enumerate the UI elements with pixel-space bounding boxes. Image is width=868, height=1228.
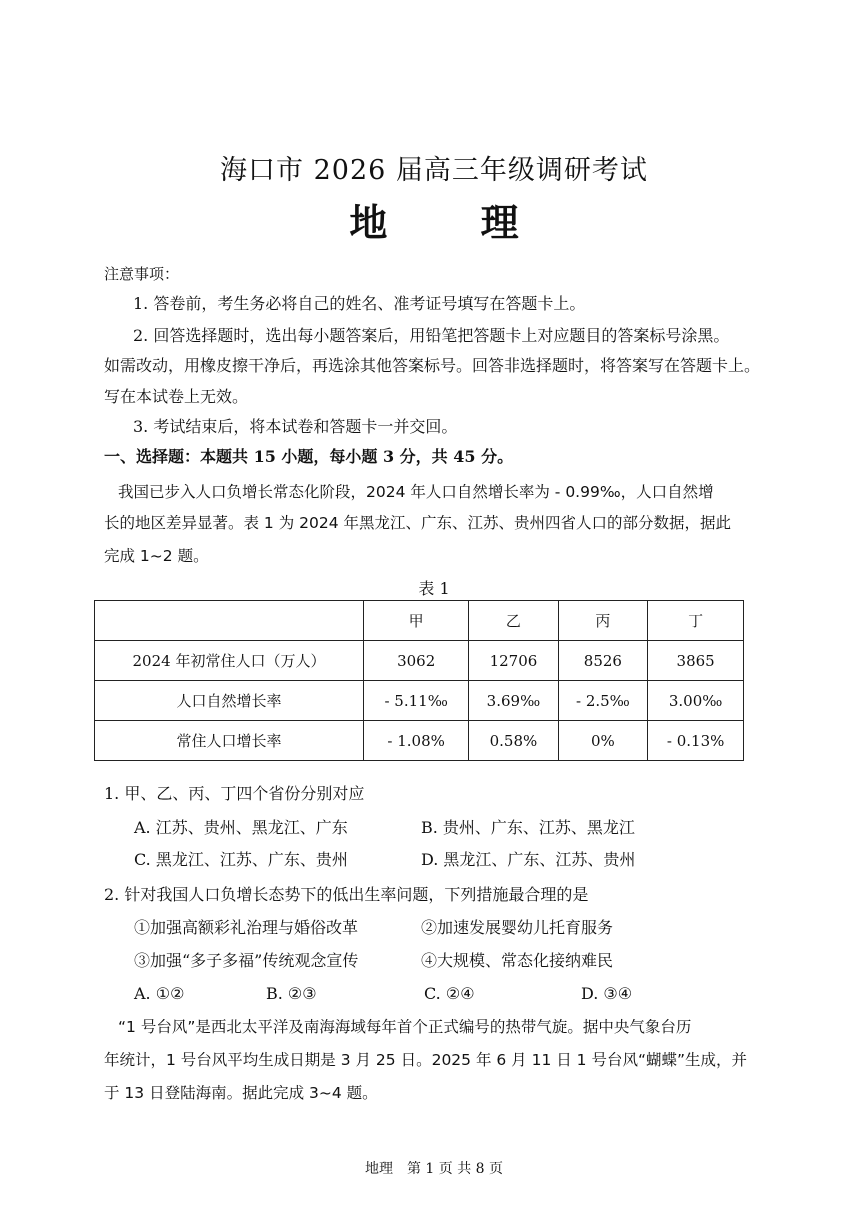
population-table bbox=[94, 600, 744, 761]
question-1-option-b: B. 贵州、广东、江苏、黑龙江 bbox=[421, 818, 635, 837]
table-caption: 表 1 bbox=[418, 579, 450, 598]
question-2-option-c: C. ②④ bbox=[424, 984, 475, 1003]
page-footer: 地理 第 1 页 共 8 页 bbox=[364, 1161, 504, 1177]
question-2-statement-4: ④大规模、常态化接纳难民 bbox=[421, 951, 614, 970]
question-2-statement-2: ②加速发展婴幼儿托育服务 bbox=[421, 918, 614, 937]
notice-item-1: 1. 答卷前，考生务必将自己的姓名、准考证号填写在答题卡上。 bbox=[133, 294, 586, 313]
question-1-option-c: C. 黑龙江、江苏、广东、贵州 bbox=[134, 850, 348, 869]
table-cell: 3.69‰ bbox=[469, 681, 558, 721]
question-2-option-a: A. ①② bbox=[134, 984, 185, 1003]
table-row bbox=[95, 721, 744, 761]
table-cell: - 2.5‰ bbox=[558, 681, 648, 721]
table-row-label: 2024 年初常住人口（万人） bbox=[95, 641, 364, 681]
table-header-cell: 丁 bbox=[648, 601, 744, 641]
table-header-cell: 乙 bbox=[469, 601, 558, 641]
question-1-option-a: A. 江苏、贵州、黑龙江、广东 bbox=[134, 818, 348, 837]
passage-2-line-1: “1 号台风”是西北太平洋及南海海域每年首个正式编号的热带气旋。据中央气象台历 bbox=[118, 1018, 692, 1036]
notice-heading: 注意事项： bbox=[104, 265, 180, 283]
passage-1-line-1: 我国已步入人口负增长常态化阶段，2024 年人口自然增长率为 - 0.99‰，人口自然增 bbox=[118, 483, 714, 501]
table-header-cell: 丙 bbox=[558, 601, 648, 641]
question-2-statement-3: ③加强“多子多福”传统观念宣传 bbox=[134, 951, 359, 970]
table-cell: 8526 bbox=[558, 641, 648, 681]
question-2-option-d: D. ③④ bbox=[581, 984, 633, 1003]
notice-item-2-line-1: 2. 回答选择题时，选出每小题答案后，用铅笔把答题卡上对应题目的答案标号涂黑。 bbox=[133, 326, 730, 345]
section-1-heading: 一、选择题：本题共 15 小题，每小题 3 分，共 45 分。 bbox=[104, 447, 514, 466]
passage-1-line-2: 长的地区差异显著。表 1 为 2024 年黑龙江、广东、江苏、贵州四省人口的部分数据，据此 bbox=[104, 514, 732, 532]
table-row-label: 人口自然增长率 bbox=[95, 681, 364, 721]
question-1-stem: 1. 甲、乙、丙、丁四个省份分别对应 bbox=[104, 784, 365, 803]
passage-2-line-3: 于 13 日登陆海南。据此完成 3~4 题。 bbox=[104, 1084, 378, 1102]
table-row bbox=[95, 641, 744, 681]
table-cell: 12706 bbox=[469, 641, 558, 681]
notice-item-3: 3. 考试结束后，将本试卷和答题卡一并交回。 bbox=[133, 417, 458, 436]
table-cell: 3062 bbox=[364, 641, 469, 681]
table-cell: 0.58% bbox=[469, 721, 558, 761]
notice-item-2-line-3: 写在本试卷上无效。 bbox=[104, 387, 249, 406]
table-cell: 3.00‰ bbox=[648, 681, 744, 721]
question-2-stem: 2. 针对我国人口负增长态势下的低出生率问题，下列措施最合理的是 bbox=[104, 885, 589, 904]
table-header-row bbox=[95, 601, 744, 641]
question-2-option-b: B. ②③ bbox=[266, 984, 317, 1003]
table-cell: - 0.13% bbox=[648, 721, 744, 761]
question-1-option-d: D. 黑龙江、广东、江苏、贵州 bbox=[421, 850, 636, 869]
question-2-statement-1: ①加强高额彩礼治理与婚俗改革 bbox=[134, 918, 359, 937]
table-header-cell bbox=[95, 601, 364, 641]
passage-2-line-2: 年统计，1 号台风平均生成日期是 3 月 25 日。2025 年 6 月 11 日 1 号台风“蝴蝶”生成，并 bbox=[104, 1051, 748, 1069]
table-row bbox=[95, 681, 744, 721]
subject-title: 地 理 bbox=[349, 200, 559, 245]
table-cell: - 5.11‰ bbox=[364, 681, 469, 721]
table-row-label: 常住人口增长率 bbox=[95, 721, 364, 761]
exam-title: 海口市 2026 届高三年级调研考试 bbox=[220, 155, 648, 186]
notice-item-2-line-2: 如需改动，用橡皮擦干净后，再选涂其他答案标号。回答非选择题时，将答案写在答题卡上。 bbox=[104, 356, 761, 375]
passage-1-line-3: 完成 1~2 题。 bbox=[104, 547, 209, 565]
table-cell: - 1.08% bbox=[364, 721, 469, 761]
table-header-cell: 甲 bbox=[364, 601, 469, 641]
table-cell: 3865 bbox=[648, 641, 744, 681]
table-cell: 0% bbox=[558, 721, 648, 761]
